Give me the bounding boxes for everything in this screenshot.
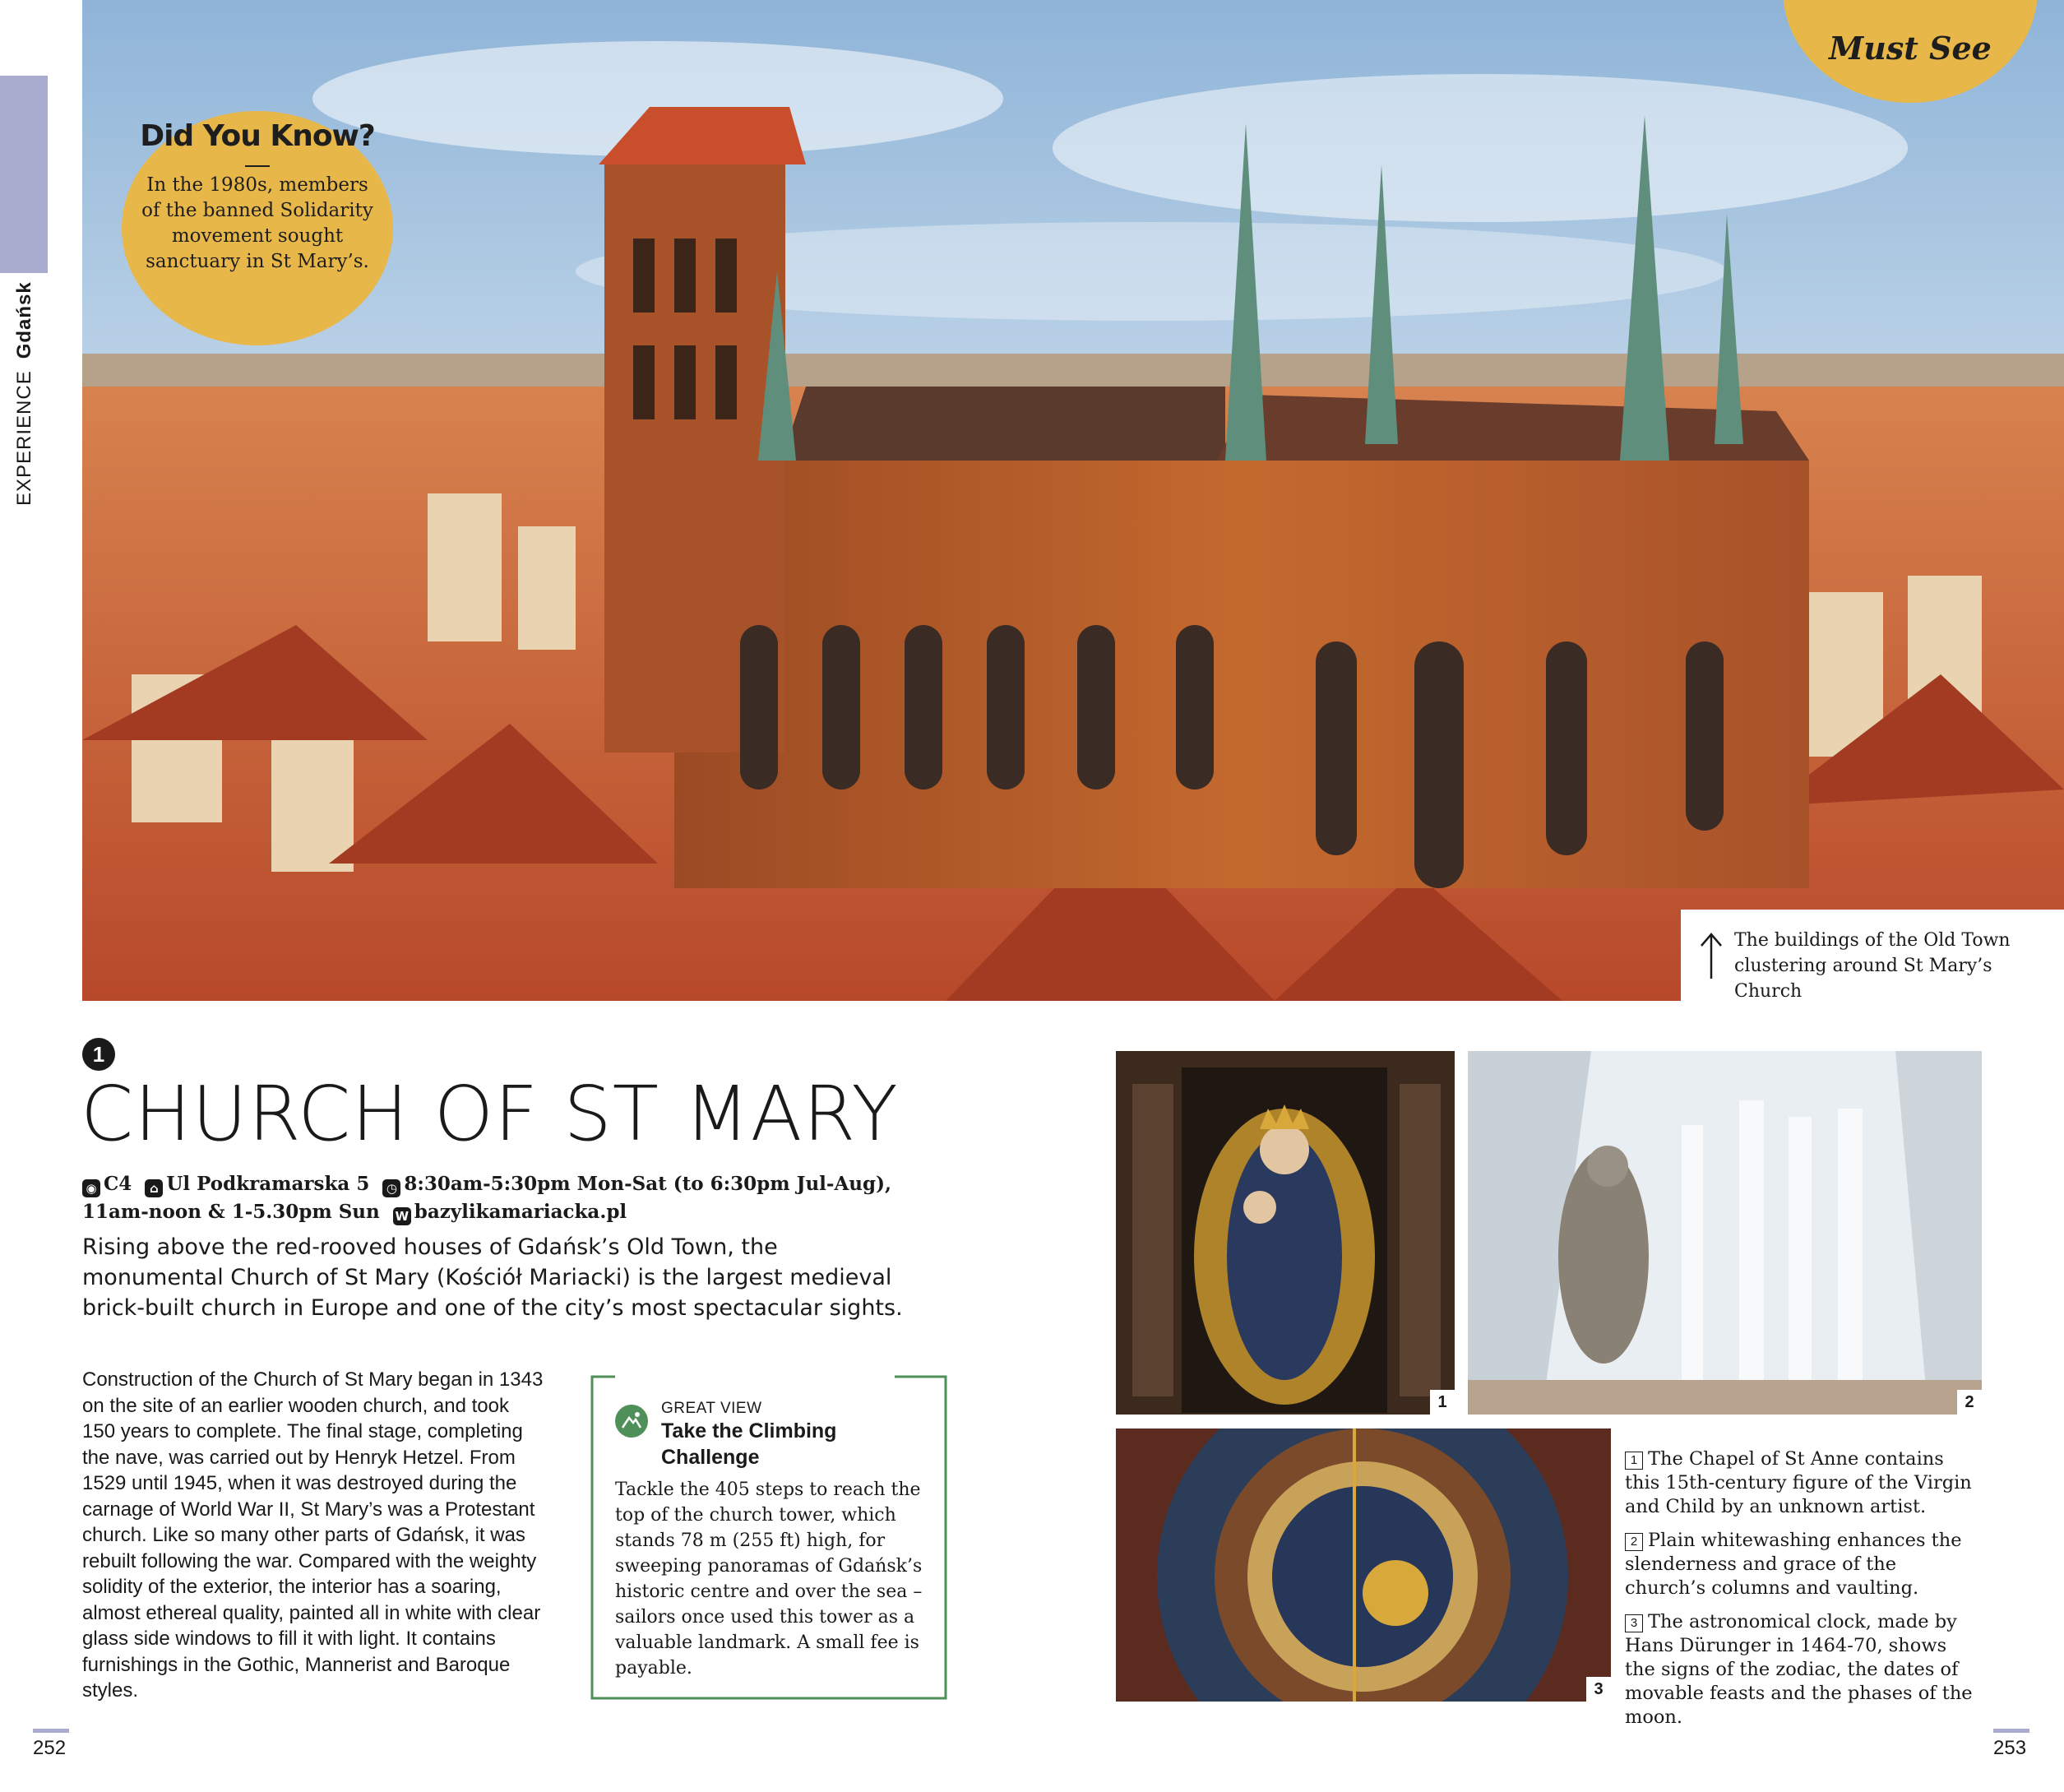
web-icon: W [393, 1207, 411, 1225]
map-pin-icon: ◉ [82, 1179, 100, 1197]
page-number-bar [33, 1729, 69, 1733]
photo-church-interior [1468, 1051, 1982, 1415]
caption-number: 1 [1625, 1452, 1643, 1470]
section-tab [0, 76, 48, 273]
grid-reference: C4 [104, 1173, 132, 1195]
photo-number: 2 [1957, 1390, 1982, 1415]
photo-number: 3 [1586, 1677, 1611, 1702]
did-you-know-text: In the 1980s, members of the banned Solidarity movement sought sanctuary in St Mary’s. [141, 174, 373, 272]
photo-caption [1625, 1529, 1978, 1600]
opening-hours: 8:30am-5:30pm Mon-Sat (to 6:30pm Jul-Aug), 11am-noon & 1-5.30pm Sun [82, 1173, 891, 1223]
caption-number: 3 [1625, 1614, 1643, 1632]
practical-info [82, 1170, 905, 1226]
page-title: CHURCH OF ST MARY [81, 1070, 899, 1158]
address: Ul Podkramarska 5 [166, 1173, 370, 1195]
hero-caption-text: The buildings of the Old Town clustering around St Mary’s Church [1734, 930, 2011, 1002]
great-view-title: Take the Climbing Challenge [661, 1419, 837, 1469]
photo-captions [1625, 1447, 1978, 1739]
did-you-know-title: Did You Know? [140, 119, 375, 153]
caption-text: Plain whitewashing enhances the slenderness and grace of the church’s columns and vaulting. [1625, 1530, 1962, 1599]
section-label [7, 281, 43, 506]
clock-icon: ◷ [382, 1179, 400, 1197]
section-name: EXPERIENCE [13, 370, 35, 506]
photo-virgin-and-child [1116, 1051, 1455, 1415]
did-you-know-divider [245, 165, 270, 167]
caption-text: The Chapel of St Anne contains this 15th-century figure of the Virgin and Child by an unknown artist. [1625, 1448, 1972, 1517]
page-number-right: 253 [1993, 1737, 2027, 1759]
arrow-up-icon [1699, 931, 1724, 980]
page-number-bar [1993, 1729, 2029, 1733]
did-you-know-badge [122, 111, 393, 345]
great-view-box [590, 1375, 947, 1700]
photo-caption [1625, 1610, 1978, 1729]
photo-caption [1625, 1447, 1978, 1519]
page-number-left: 252 [33, 1737, 67, 1759]
photo-astronomical-clock [1116, 1429, 1611, 1702]
home-icon: ⌂ [145, 1179, 163, 1197]
mountain-icon [615, 1405, 648, 1438]
intro-paragraph: Rising above the red-rooved houses of Gdańsk’s Old Town, the monumental Church of St Mary (Kościół Mariacki) is the largest medieval brick-built church in Europe and one of the city’s most spectacular sights. [82, 1234, 903, 1321]
hero-caption [1681, 910, 2064, 1010]
great-view-text: Tackle the 405 steps to reach the top of the church tower, which stands 78 m (255 ft) high, for sweeping panoramas of Gdańsk’s historic centre and over the sea – sailors once used this tower as a valuable landmark. A small fee is payable. [615, 1479, 923, 1679]
website-link[interactable]: bazylikamariacka.pl [414, 1201, 627, 1223]
great-view-kicker: GREAT VIEW [661, 1400, 762, 1417]
caption-text: The astronomical clock, made by Hans Dürunger in 1464-70, shows the signs of the zodiac, the dates of movable feasts and the phases of the moon. [1625, 1611, 1973, 1728]
photo-number: 1 [1430, 1390, 1455, 1415]
place-name: Gdańsk [13, 281, 35, 359]
entry-number: 1 [82, 1038, 115, 1071]
body-text: Construction of the Church of St Mary began in 1343 on the site of an earlier wooden church, and took 150 years to complete. The final stage, completing the nave, was carried out by Henryk Hetzel. From 1529 until 1945, when it was destroyed during the carnage of World War II, St Mary’s was a Protestant church. Like so many other parts of Gdańsk, it was rebuilt following the war. Compared with the weighty solidity of the exterior, the interior has a soaring, almost ethereal quality, painted all in white with clear glass side windows to fill it with light. It contains furnishings in the Gothic, Mannerist and Baroque styles. [82, 1368, 544, 1702]
must-see-label: Must See [1829, 30, 1992, 67]
caption-number: 2 [1625, 1533, 1643, 1551]
